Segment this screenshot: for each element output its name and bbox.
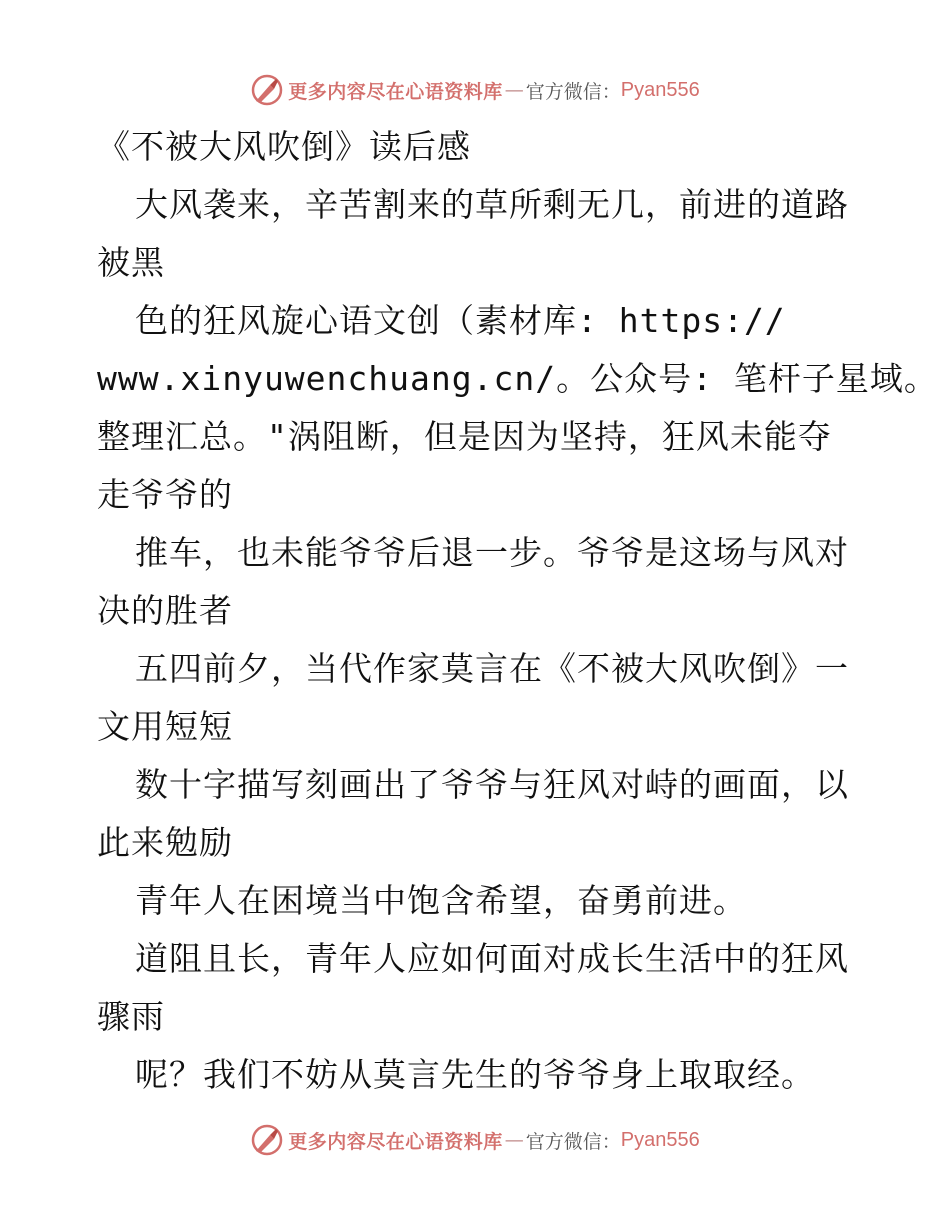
watermark-wechat-id: Pyan556 [620,1128,700,1151]
text-line: 大风袭来，辛苦割来的草所剩无几，前进的道路 [135,185,849,224]
watermark-slogan: 更多内容尽在心语资料库 [288,1130,503,1153]
text-line: 骤雨 [97,997,165,1036]
text-line: 文用短短 [97,707,233,746]
watermark-official-label: 官方微信： [525,80,621,103]
text-line: 五四前夕，当代作家莫言在《不被大风吹倒》一 [135,649,849,688]
pen-logo-icon [250,1123,284,1157]
text-line: 整理汇总。"涡阻断，但是因为坚持，狂风未能夺 [97,417,832,456]
text-line: 数十字描写刻画出了爷爷与狂风对峙的画面，以 [135,765,849,804]
text-line: 走爷爷的 [97,475,233,514]
watermark-official-label: 官方微信： [525,1130,621,1153]
header-watermark [0,70,950,110]
pen-logo-icon [250,73,284,107]
text-line: 被黑 [97,243,165,282]
text-line: 决的胜者 [97,591,233,630]
footer-watermark [0,1120,950,1160]
text-line: 青年人在困境当中饱含希望，奋勇前进。 [135,881,747,920]
text-line: 道阻且长，青年人应如何面对成长生活中的狂风 [135,939,849,978]
watermark-separator: — [504,79,524,101]
text-line: 色的狂风旋心语文创（素材库: https:// [135,301,786,340]
document-title: 《不被大风吹倒》读后感 [97,127,471,166]
text-line: 此来勉励 [97,823,233,862]
watermark-wechat-id: Pyan556 [620,78,700,101]
watermark-slogan: 更多内容尽在心语资料库 [288,80,503,103]
watermark-separator: — [504,1129,524,1151]
text-line: www.xinyuwenchuang.cn/。公众号: 笔杆子星域。 [97,359,938,398]
text-line: 呢？我们不妨从莫言先生的爷爷身上取取经。 [135,1055,815,1094]
document-body [97,118,938,1104]
text-line: 推车，也未能爷爷后退一步。爷爷是这场与风对 [135,533,849,572]
